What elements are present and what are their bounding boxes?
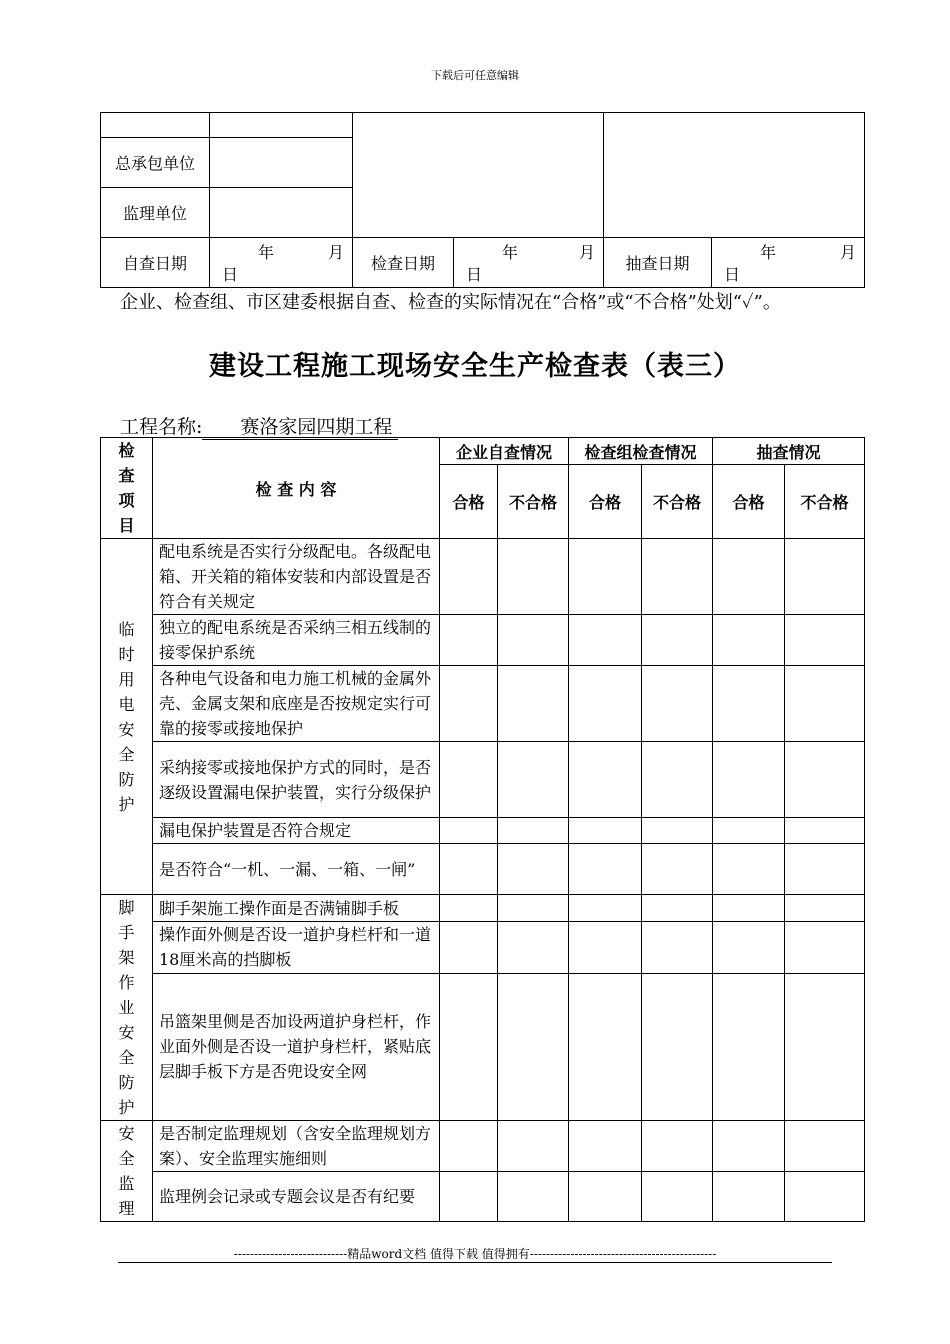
checklist-row: [101, 818, 865, 844]
check-content: 监理例会记录或专题会议是否有纪要: [153, 1172, 440, 1222]
header-self-check: 企业自查情况: [440, 438, 569, 465]
header-item: [101, 438, 153, 539]
group-fail-cell[interactable]: [642, 922, 713, 973]
self-fail-cell[interactable]: [498, 922, 569, 973]
group-pass-cell[interactable]: [569, 895, 642, 922]
footer-divider: [118, 1262, 832, 1263]
self-fail-cell[interactable]: [498, 818, 569, 844]
spot-fail-cell[interactable]: [785, 742, 865, 818]
checklist-row: [101, 844, 865, 895]
check-content: 吊篮架里侧是否加设两道护身栏杆，作业面外侧是否设一道护身栏杆，紧贴底层脚手板下方是否兜设安全网: [153, 973, 440, 1120]
spot-check-date-label: 抽查日期: [604, 238, 712, 288]
group-pass-cell[interactable]: [569, 818, 642, 844]
safety-checklist-table: [100, 437, 865, 1222]
blank-cell: [101, 113, 210, 138]
group-fail-cell[interactable]: [642, 818, 713, 844]
day-label: 日: [222, 265, 239, 284]
spot-pass-cell[interactable]: [713, 818, 785, 844]
header-pass: 合格: [569, 465, 642, 539]
category-label: 临 时 用 电 安 全 防 护: [118, 619, 135, 814]
inspection-date-value[interactable]: [454, 238, 604, 288]
signature-area: [604, 113, 865, 238]
check-content: 采纳接零或接地保护方式的同时，是否逐级设置漏电保护装置，实行分级保护: [153, 742, 440, 818]
self-pass-cell[interactable]: [440, 1172, 498, 1222]
spot-pass-cell[interactable]: [713, 1121, 785, 1172]
group-fail-cell[interactable]: [642, 539, 713, 615]
spot-fail-cell[interactable]: [785, 844, 865, 895]
day-label: 日: [724, 265, 741, 284]
self-fail-cell[interactable]: [498, 742, 569, 818]
category-label: 安 全 监 理: [118, 1124, 135, 1218]
group-fail-cell[interactable]: [642, 1172, 713, 1222]
general-contractor-value[interactable]: [210, 138, 353, 188]
group-pass-cell[interactable]: [569, 666, 642, 742]
header-item-label: 检 查 项 目: [118, 441, 135, 535]
month-label: 月: [327, 243, 344, 262]
self-fail-cell[interactable]: [498, 844, 569, 895]
project-name-line: [120, 412, 398, 440]
group-pass-cell[interactable]: [569, 973, 642, 1120]
spot-fail-cell[interactable]: [785, 615, 865, 666]
check-content: 脚手架施工操作面是否满铺脚手板: [153, 895, 440, 922]
spot-pass-cell[interactable]: [713, 539, 785, 615]
group-pass-cell[interactable]: [569, 1121, 642, 1172]
check-content: 漏电保护装置是否符合规定: [153, 818, 440, 844]
category-cell: [101, 895, 153, 1121]
checklist-row: [101, 922, 865, 973]
page-header: 下载后可任意编辑: [431, 69, 519, 82]
spot-pass-cell[interactable]: [713, 1172, 785, 1222]
group-pass-cell[interactable]: [569, 742, 642, 818]
category-cell: [101, 539, 153, 895]
month-label: 月: [839, 243, 856, 262]
check-content: 是否制定监理规划（含安全监理规划方案）、安全监理实施细则: [153, 1121, 440, 1172]
spot-fail-cell[interactable]: [785, 1121, 865, 1172]
month-label: 月: [578, 243, 595, 262]
self-pass-cell[interactable]: [440, 922, 498, 973]
self-pass-cell[interactable]: [440, 666, 498, 742]
self-pass-cell[interactable]: [440, 844, 498, 895]
header-pass: 合格: [713, 465, 785, 539]
instruction-note: 企业、检查组、市区建委根据自查、检查的实际情况在“合格”或“不合格”处划“✓”。: [120, 292, 781, 313]
header-group-check: 检查组检查情况: [569, 438, 713, 465]
group-fail-cell[interactable]: [642, 895, 713, 922]
spot-fail-cell[interactable]: [785, 973, 865, 1120]
inspection-date-label: 检查日期: [353, 238, 454, 288]
checklist-row: [101, 615, 865, 666]
project-name-value: 赛洛家园四期工程: [202, 412, 398, 440]
spot-pass-cell[interactable]: [713, 922, 785, 973]
self-check-date-label: 自查日期: [101, 238, 210, 288]
group-fail-cell[interactable]: [642, 973, 713, 1120]
category-cell: [101, 1121, 153, 1222]
spot-pass-cell[interactable]: [713, 895, 785, 922]
year-label: 年: [760, 243, 777, 262]
checklist-row: [101, 666, 865, 742]
blank-cell: [210, 113, 353, 138]
self-fail-cell[interactable]: [498, 615, 569, 666]
group-pass-cell[interactable]: [569, 615, 642, 666]
group-pass-cell[interactable]: [569, 844, 642, 895]
year-label: 年: [258, 243, 275, 262]
spot-fail-cell[interactable]: [785, 922, 865, 973]
self-fail-cell[interactable]: [498, 539, 569, 615]
header-fail: 不合格: [785, 465, 865, 539]
group-fail-cell[interactable]: [642, 742, 713, 818]
self-pass-cell[interactable]: [440, 973, 498, 1120]
checklist-row: [101, 539, 865, 615]
group-pass-cell[interactable]: [569, 539, 642, 615]
self-check-date-value[interactable]: [210, 238, 353, 288]
group-fail-cell[interactable]: [642, 844, 713, 895]
checklist-row: [101, 895, 865, 922]
self-fail-cell[interactable]: [498, 973, 569, 1120]
checklist-row: [101, 1172, 865, 1222]
project-name-label: 工程名称:: [120, 416, 203, 438]
check-content: 各种电气设备和电力施工机械的金属外壳、金属支架和底座是否按规定实行可靠的接零或接地保护: [153, 666, 440, 742]
header-spot-check: 抽查情况: [713, 438, 865, 465]
spot-fail-cell[interactable]: [785, 1172, 865, 1222]
check-content: 配电系统是否实行分级配电。各级配电箱、开关箱的箱体安装和内部设置是否符合有关规定: [153, 539, 440, 615]
self-pass-cell[interactable]: [440, 818, 498, 844]
spot-fail-cell[interactable]: [785, 818, 865, 844]
day-label: 日: [466, 265, 483, 284]
check-content: 是否符合“一机、一漏、一箱、一闸”: [153, 844, 440, 895]
group-pass-cell[interactable]: [569, 1172, 642, 1222]
supervisor-label: 监理单位: [101, 188, 210, 238]
spot-pass-cell[interactable]: [713, 844, 785, 895]
self-fail-cell[interactable]: [498, 1121, 569, 1172]
self-fail-cell[interactable]: [498, 666, 569, 742]
self-pass-cell[interactable]: [440, 742, 498, 818]
self-pass-cell[interactable]: [440, 1121, 498, 1172]
group-pass-cell[interactable]: [569, 922, 642, 973]
group-fail-cell[interactable]: [642, 1121, 713, 1172]
supervisor-value[interactable]: [210, 188, 353, 238]
check-content: 独立的配电系统是否采纳三相五线制的接零保护系统: [153, 615, 440, 666]
header-fail: 不合格: [642, 465, 713, 539]
spot-fail-cell[interactable]: [785, 539, 865, 615]
spot-pass-cell[interactable]: [713, 742, 785, 818]
inspection-info-table: [100, 112, 865, 288]
group-fail-cell[interactable]: [642, 615, 713, 666]
check-content: 操作面外侧是否设一道护身栏杆和一道18厘米高的挡脚板: [153, 922, 440, 973]
header-pass: 合格: [440, 465, 498, 539]
page-title: 建设工程施工现场安全生产检查表（表三）: [209, 351, 741, 382]
spot-fail-cell[interactable]: [785, 895, 865, 922]
header-content: 检 查 内 容: [153, 438, 440, 539]
page-footer: ----------------------------精品word文档 值得下载 值得拥有----------------------------------------------: [233, 1247, 717, 1261]
general-contractor-label: 总承包单位: [101, 138, 210, 188]
checklist-row: [101, 742, 865, 818]
spot-fail-cell[interactable]: [785, 666, 865, 742]
spot-pass-cell[interactable]: [713, 973, 785, 1120]
self-fail-cell[interactable]: [498, 1172, 569, 1222]
category-label: 脚 手 架 作 业 安 全 防 护: [118, 898, 135, 1117]
checklist-row: [101, 973, 865, 1120]
spot-pass-cell[interactable]: [713, 615, 785, 666]
self-pass-cell[interactable]: [440, 615, 498, 666]
year-label: 年: [502, 243, 519, 262]
spot-check-date-value[interactable]: [712, 238, 865, 288]
group-fail-cell[interactable]: [642, 666, 713, 742]
self-pass-cell[interactable]: [440, 895, 498, 922]
checklist-row: [101, 1121, 865, 1172]
self-pass-cell[interactable]: [440, 539, 498, 615]
self-fail-cell[interactable]: [498, 895, 569, 922]
header-fail: 不合格: [498, 465, 569, 539]
spot-pass-cell[interactable]: [713, 666, 785, 742]
signature-area: [353, 113, 604, 238]
